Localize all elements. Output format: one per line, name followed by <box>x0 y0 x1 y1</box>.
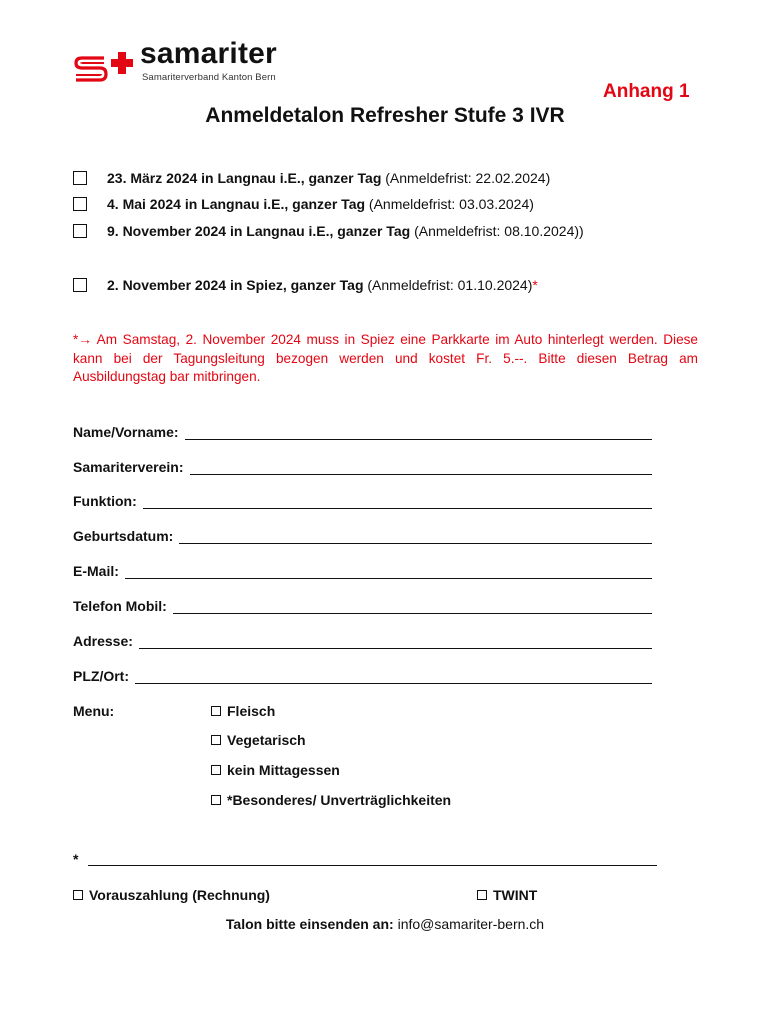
field-label: E-Mail: <box>73 563 119 579</box>
field-label: Telefon Mobil: <box>73 598 167 614</box>
date-option-3[interactable] <box>73 221 584 241</box>
date-option-label: 4. Mai 2024 in Langnau i.E., ganzer Tag <box>107 196 366 212</box>
funktion-field[interactable] <box>73 491 652 509</box>
payment-option-vorauszahlung[interactable] <box>73 887 270 903</box>
checkbox[interactable] <box>211 706 221 716</box>
menu-option-label: kein Mittagessen <box>227 762 340 778</box>
telefon-input-line[interactable] <box>173 599 652 614</box>
field-label: Samariterverein: <box>73 459 184 475</box>
menu-option-label: Vegetarisch <box>227 732 306 748</box>
plz-input-line[interactable] <box>135 669 652 684</box>
payment-option-twint[interactable] <box>477 887 537 903</box>
payment-label: TWINT <box>493 887 538 903</box>
samariter-logo-icon <box>72 50 138 86</box>
deadline-text: (Anmeldefrist: 01.10.2024) <box>367 277 533 293</box>
logo-name: samariter <box>140 37 277 70</box>
checkbox[interactable] <box>73 890 83 900</box>
checkbox[interactable] <box>73 224 87 238</box>
plz-ort-field[interactable] <box>73 666 652 684</box>
deadline-text: (Anmeldefrist: 22.02.2024) <box>385 170 551 186</box>
email-input-line[interactable] <box>125 564 652 579</box>
special-requirements-field[interactable] <box>73 846 657 866</box>
send-label: Talon bitte einsenden an: <box>225 916 394 932</box>
page-title: Anmeldetalon Refresher Stufe 3 IVR <box>205 104 565 127</box>
verein-field[interactable] <box>73 457 652 475</box>
telefon-field[interactable] <box>73 596 652 614</box>
adresse-field[interactable] <box>73 631 652 649</box>
menu-option-kein-mittagessen[interactable] <box>211 762 340 778</box>
parking-note: *→ Am Samstag, 2. November 2024 muss in Spiez eine Parkkarte im Auto hinterlegt werden. Diese kann bei der Tagungsleitung bezogen werden und kostet Fr. 5.--. Bitte diesen Betrag am Ausbildungstag bar mitbringen. <box>73 332 698 385</box>
name-input-line[interactable] <box>185 425 652 440</box>
send-email-link[interactable]: info@samariter-bern.ch <box>397 916 545 932</box>
field-label: Adresse: <box>73 633 133 649</box>
menu-option-label: *Besonderes/ Unverträglichkeiten <box>227 792 452 808</box>
date-option-label: 9. November 2024 in Langnau i.E., ganzer Tag <box>107 223 411 239</box>
logo-subtitle: Samariterverband Kanton Bern <box>142 72 276 83</box>
date-option-2[interactable] <box>73 194 534 214</box>
verein-input-line[interactable] <box>190 460 652 475</box>
asterisk-mark: * <box>532 277 538 293</box>
funktion-input-line[interactable] <box>143 494 652 509</box>
menu-option-besonderes[interactable] <box>211 792 451 808</box>
checkbox[interactable] <box>477 890 487 900</box>
field-label: PLZ/Ort: <box>73 668 129 684</box>
date-option-label: 23. März 2024 in Langnau i.E., ganzer Tag <box>107 170 382 186</box>
date-option-4[interactable] <box>73 275 538 295</box>
checkbox[interactable] <box>211 735 221 745</box>
send-instruction <box>0 916 770 932</box>
menu-option-fleisch[interactable] <box>211 703 275 719</box>
field-label: Funktion: <box>73 493 137 509</box>
checkbox[interactable] <box>73 197 87 211</box>
checkbox[interactable] <box>211 765 221 775</box>
field-label: Geburtsdatum: <box>73 528 174 544</box>
adresse-input-line[interactable] <box>139 634 652 649</box>
geburtsdatum-field[interactable] <box>73 526 652 544</box>
menu-option-label: Fleisch <box>227 703 276 719</box>
deadline-text: (Anmeldefrist: 03.03.2024) <box>368 196 534 212</box>
field-label: Name/Vorname: <box>73 424 179 440</box>
date-option-1[interactable] <box>73 168 550 188</box>
name-field[interactable] <box>73 422 652 440</box>
date-option-label: 2. November 2024 in Spiez, ganzer Tag <box>107 277 364 293</box>
checkbox[interactable] <box>211 795 221 805</box>
checkbox[interactable] <box>73 171 87 185</box>
asterisk-label: * <box>73 851 79 867</box>
geburtsdatum-input-line[interactable] <box>179 529 652 544</box>
deadline-text: (Anmeldefrist: 08.10.2024)) <box>414 223 584 239</box>
payment-label: Vorauszahlung (Rechnung) <box>89 887 270 903</box>
menu-label: Menu: <box>73 703 115 719</box>
menu-option-vegetarisch[interactable] <box>211 732 306 748</box>
appendix-label: Anhang 1 <box>603 81 690 102</box>
special-input-line[interactable] <box>88 851 657 866</box>
checkbox[interactable] <box>73 278 87 292</box>
email-field[interactable] <box>73 561 652 579</box>
